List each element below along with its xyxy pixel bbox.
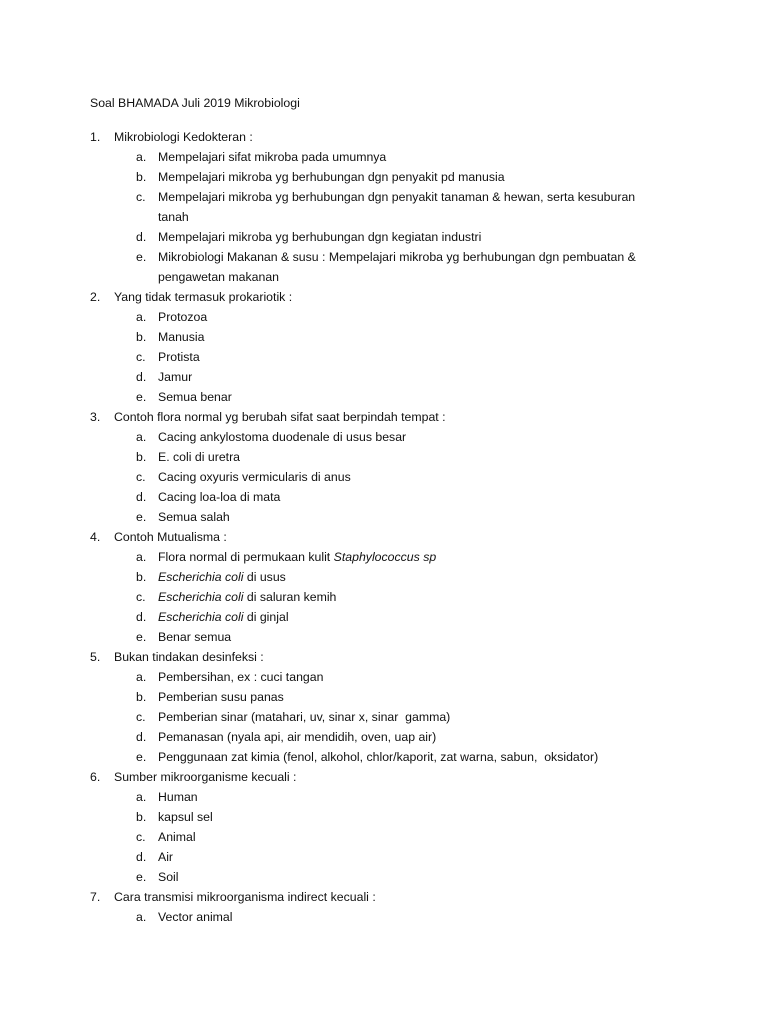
option-plain-text: di usus — [243, 570, 286, 584]
option-text — [158, 167, 668, 187]
option-plain-text: Pembersihan, ex : cuci tangan — [158, 670, 324, 684]
option-letter: e. — [136, 250, 147, 264]
option-item — [90, 507, 690, 527]
question-line — [90, 287, 690, 307]
option-text — [158, 707, 668, 727]
option-plain-text: di saluran kemih — [243, 590, 337, 604]
option-letter: a. — [136, 910, 147, 924]
question-number: 4. — [90, 530, 101, 544]
option-letter: a. — [136, 430, 147, 444]
option-item — [90, 147, 690, 167]
option-text — [158, 567, 668, 587]
option-item — [90, 327, 690, 347]
option-text — [158, 547, 668, 567]
option-text — [158, 907, 668, 927]
option-list — [90, 307, 690, 407]
option-plain-text: di ginjal — [243, 610, 289, 624]
option-letter: e. — [136, 870, 147, 884]
option-italic-text: Escherichia coli — [158, 610, 244, 624]
option-item — [90, 867, 690, 887]
option-letter: a. — [136, 790, 147, 804]
question-text: Contoh flora normal yg berubah sifat saat berpindah tempat : — [114, 410, 446, 424]
question-text: Bukan tindakan desinfeksi : — [114, 650, 264, 664]
question-item — [90, 407, 690, 527]
option-item — [90, 687, 690, 707]
option-plain-text: Semua salah — [158, 510, 230, 524]
option-plain-text: Protozoa — [158, 310, 208, 324]
option-item — [90, 187, 690, 227]
option-plain-text: Mikrobiologi Makanan & susu : Mempelajari mikroba yg berhubungan dgn pembuatan & pengawetan makanan — [158, 250, 640, 284]
option-item — [90, 727, 690, 747]
option-italic-text: Escherichia coli — [158, 570, 244, 584]
option-letter: c. — [136, 830, 146, 844]
option-text — [158, 347, 668, 367]
option-letter: e. — [136, 630, 147, 644]
question-line — [90, 527, 690, 547]
question-line — [90, 647, 690, 667]
option-text — [158, 687, 668, 707]
question-line — [90, 887, 690, 907]
question-text: Sumber mikroorganisme kecuali : — [114, 770, 297, 784]
question-number: 1. — [90, 130, 101, 144]
option-plain-text: Protista — [158, 350, 200, 364]
option-letter: c. — [136, 710, 146, 724]
question-item — [90, 527, 690, 647]
option-letter: a. — [136, 550, 147, 564]
option-letter: b. — [136, 330, 147, 344]
option-item — [90, 707, 690, 727]
option-text — [158, 727, 668, 747]
option-item — [90, 587, 690, 607]
option-plain-text: Cacing oxyuris vermicularis di anus — [158, 470, 351, 484]
option-letter: d. — [136, 610, 147, 624]
option-letter: a. — [136, 670, 147, 684]
option-text — [158, 447, 668, 467]
option-item — [90, 667, 690, 687]
option-letter: e. — [136, 510, 147, 524]
option-list — [90, 907, 690, 927]
option-item — [90, 167, 690, 187]
option-plain-text: Mempelajari mikroba yg berhubungan dgn penyakit tanaman & hewan, serta kesuburan tanah — [158, 190, 639, 224]
option-italic-text: Staphylococcus sp — [333, 550, 437, 564]
option-plain-text: Penggunaan zat kimia (fenol, alkohol, chlor/kaporit, zat warna, sabun, oksidator) — [158, 750, 599, 764]
option-plain-text: Cacing ankylostoma duodenale di usus besar — [158, 430, 407, 444]
option-text — [158, 507, 668, 527]
question-number: 3. — [90, 410, 101, 424]
question-number: 7. — [90, 890, 101, 904]
option-letter: c. — [136, 470, 146, 484]
option-list — [90, 147, 690, 287]
option-text — [158, 227, 668, 247]
option-item — [90, 347, 690, 367]
option-plain-text: Mempelajari mikroba yg berhubungan dgn kegiatan industri — [158, 230, 482, 244]
option-plain-text: Pemanasan (nyala api, air mendidih, oven, uap air) — [158, 730, 437, 744]
option-item — [90, 567, 690, 587]
question-number: 6. — [90, 770, 101, 784]
option-plain-text: Animal — [158, 830, 196, 844]
option-item — [90, 427, 690, 447]
option-plain-text: Benar semua — [158, 630, 232, 644]
option-text — [158, 587, 668, 607]
option-text — [158, 367, 668, 387]
option-letter: b. — [136, 570, 147, 584]
option-text — [158, 667, 668, 687]
option-plain-text: Jamur — [158, 370, 193, 384]
question-number: 2. — [90, 290, 101, 304]
option-text — [158, 487, 668, 507]
question-line — [90, 407, 690, 427]
option-list — [90, 547, 690, 647]
question-item — [90, 647, 690, 767]
question-line — [90, 767, 690, 787]
option-item — [90, 547, 690, 567]
option-list — [90, 787, 690, 887]
question-text: Yang tidak termasuk prokariotik : — [114, 290, 293, 304]
question-list — [90, 127, 690, 927]
option-item — [90, 227, 690, 247]
option-letter: d. — [136, 490, 147, 504]
option-plain-text: E. coli di uretra — [158, 450, 241, 464]
option-letter: c. — [136, 590, 146, 604]
question-line — [90, 127, 690, 147]
option-plain-text: Semua benar — [158, 390, 232, 404]
option-plain-text: Flora normal di permukaan kulit — [158, 550, 334, 564]
option-plain-text: Manusia — [158, 330, 205, 344]
option-item — [90, 487, 690, 507]
option-text — [158, 787, 668, 807]
option-letter: b. — [136, 810, 147, 824]
option-plain-text: Air — [158, 850, 174, 864]
option-plain-text: Mempelajari mikroba yg berhubungan dgn penyakit pd manusia — [158, 170, 505, 184]
option-item — [90, 827, 690, 847]
option-letter: e. — [136, 390, 147, 404]
option-list — [90, 667, 690, 767]
option-text — [158, 607, 668, 627]
option-letter: b. — [136, 690, 147, 704]
option-text — [158, 847, 668, 867]
option-letter: d. — [136, 370, 147, 384]
option-item — [90, 607, 690, 627]
option-plain-text: Vector animal — [158, 910, 233, 924]
option-item — [90, 247, 690, 287]
option-text — [158, 827, 668, 847]
option-text — [158, 747, 668, 767]
option-letter: b. — [136, 170, 147, 184]
question-item — [90, 887, 690, 927]
option-letter: d. — [136, 230, 147, 244]
option-text — [158, 807, 668, 827]
option-text — [158, 627, 668, 647]
option-text — [158, 147, 668, 167]
option-letter: d. — [136, 730, 147, 744]
option-plain-text: Pemberian sinar (matahari, uv, sinar x, sinar gamma) — [158, 710, 451, 724]
document-title: Soal BHAMADA Juli 2019 Mikrobiologi — [90, 96, 300, 110]
question-text: Mikrobiologi Kedokteran : — [114, 130, 253, 144]
option-plain-text: Soil — [158, 870, 179, 884]
option-plain-text: Pemberian susu panas — [158, 690, 284, 704]
option-text — [158, 387, 668, 407]
option-list — [90, 427, 690, 527]
option-item — [90, 847, 690, 867]
option-plain-text: Mempelajari sifat mikroba pada umumnya — [158, 150, 387, 164]
option-letter: e. — [136, 750, 147, 764]
question-text: Cara transmisi mikroorganisma indirect kecuali : — [114, 890, 376, 904]
option-item — [90, 787, 690, 807]
option-text — [158, 247, 668, 287]
question-item — [90, 767, 690, 887]
option-item — [90, 367, 690, 387]
option-plain-text: kapsul sel — [158, 810, 213, 824]
question-number: 5. — [90, 650, 101, 664]
option-text — [158, 427, 668, 447]
option-text — [158, 327, 668, 347]
option-item — [90, 307, 690, 327]
option-letter: c. — [136, 190, 146, 204]
option-item — [90, 627, 690, 647]
option-text — [158, 867, 668, 887]
option-plain-text: Human — [158, 790, 198, 804]
option-letter: d. — [136, 850, 147, 864]
option-italic-text: Escherichia coli — [158, 590, 244, 604]
question-item — [90, 127, 690, 287]
option-text — [158, 467, 668, 487]
option-text — [158, 187, 668, 227]
option-item — [90, 907, 690, 927]
option-plain-text: Cacing loa-loa di mata — [158, 490, 281, 504]
option-letter: c. — [136, 350, 146, 364]
option-item — [90, 747, 690, 767]
option-item — [90, 467, 690, 487]
option-item — [90, 387, 690, 407]
question-item — [90, 287, 690, 407]
question-text: Contoh Mutualisma : — [114, 530, 227, 544]
option-letter: a. — [136, 310, 147, 324]
option-letter: b. — [136, 450, 147, 464]
option-text — [158, 307, 668, 327]
option-letter: a. — [136, 150, 147, 164]
option-item — [90, 807, 690, 827]
option-item — [90, 447, 690, 467]
